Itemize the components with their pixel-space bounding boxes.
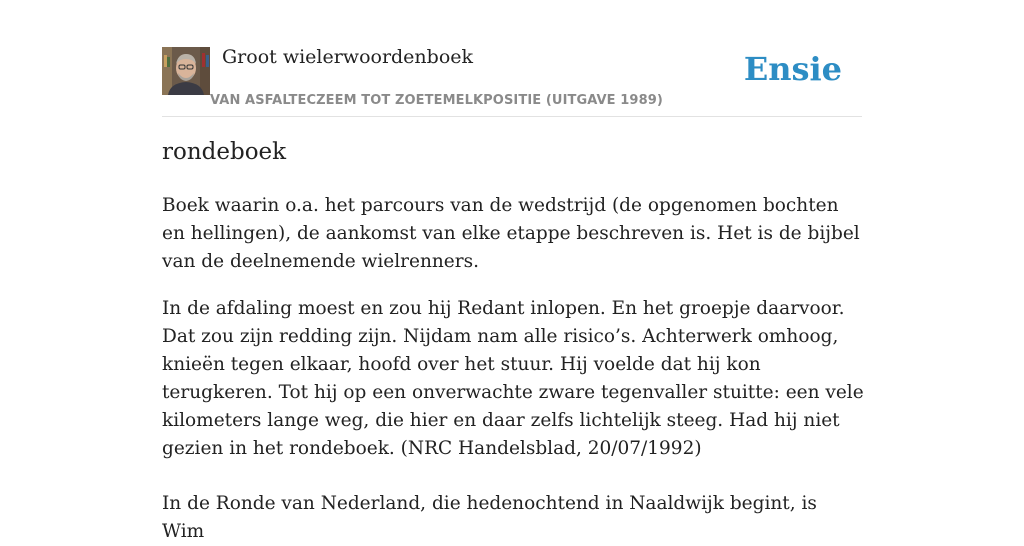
page bbox=[162, 0, 864, 542]
ensie-logo[interactable]: Ensie bbox=[743, 50, 842, 88]
entry-example-quote: In de Ronde van Nederland, die hedenochtend in Naaldwijk begint, is Wim bbox=[162, 493, 817, 542]
entry-title: rondeboek bbox=[162, 139, 287, 165]
book-header bbox=[162, 0, 862, 117]
entry-example-quote: In de afdaling moest en zou hij Redant inlopen. En het groepje daarvoor. Dat zou zijn redding zijn. Nijdam nam alle risico’s. Achterwerk omhoog, knieën tegen elkaar, hoofd over het stuur. Hij voelde dat hij kon terugkeren. Tot hij op een onverwachte zware tegenvaller stuitte: een vele kilometers lange weg, die hier en daar zelfs lichtelijk steeg. Had hij niet gezien in het rondeboek. (NRC Handelsblad, 20/07/1992) bbox=[162, 298, 864, 459]
book-subtitle: VAN ASFALTECZEEM TOT ZOETEMELKPOSITIE (UITGAVE 1989) bbox=[210, 93, 663, 108]
book-title-link[interactable]: Groot wielerwoordenboek bbox=[222, 46, 474, 68]
entry-definition: Boek waarin o.a. het parcours van de wedstrijd (de opgenomen bochten en hellingen), de aankomst van elke etappe beschreven is. Het is de bijbel van de deelnemende wielrenners. bbox=[162, 195, 860, 272]
author-portrait-icon bbox=[162, 47, 210, 95]
author-avatar[interactable] bbox=[162, 47, 210, 95]
